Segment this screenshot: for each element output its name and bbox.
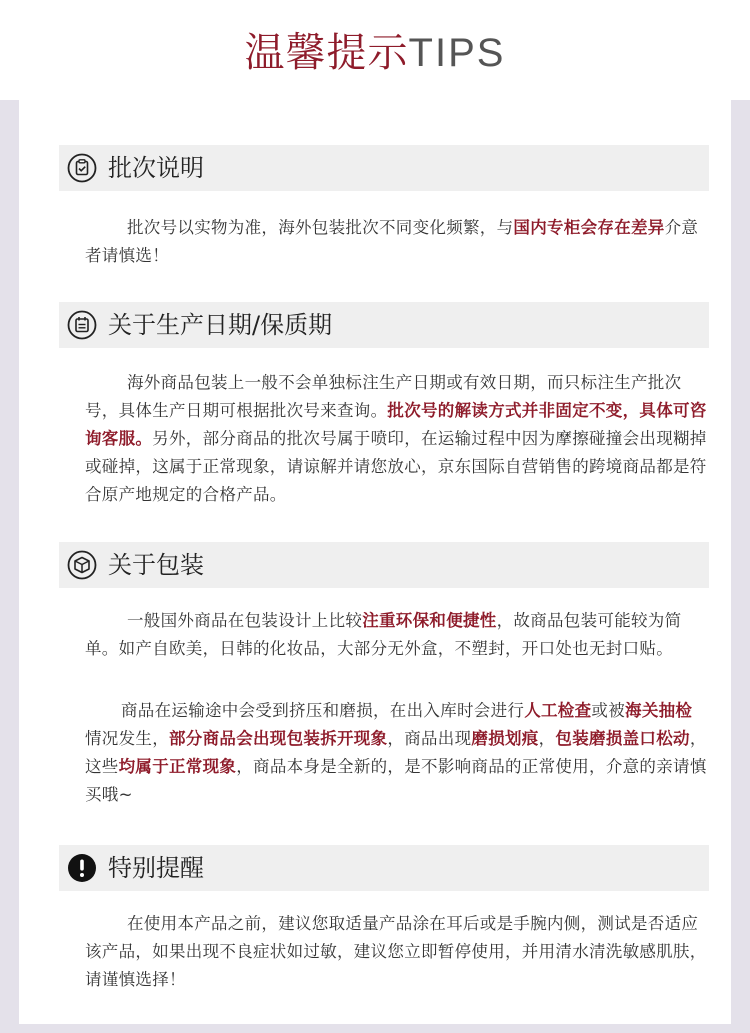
text-run: 另外，部分商品的批次号属于喷印，在运输过程中因为摩擦碰撞会出现糊掉或碰掉，这属于正常现象，请谅解并请您放心，京东国际自营销售的跨境商品都是符合原产地规定的合格产品。: [85, 429, 707, 504]
section-paragraph: [85, 369, 709, 509]
content-card: [19, 100, 731, 1024]
highlight-text: 国内专柜会存在差异: [513, 218, 665, 237]
text-run: 海外商品包装上一般不会单独标注生产日期或有效日期，而只标注生产批次号，具体生产日期可根据批次号来查询。: [85, 373, 682, 420]
section-paragraph: [85, 910, 709, 994]
content-frame: [0, 100, 750, 1033]
highlight-text: 批次号的解读方式并非固定不变，具体可咨询客服。: [85, 401, 707, 448]
text-run: 或被: [591, 701, 626, 720]
section-header-batch: [59, 145, 709, 191]
highlight-text: 海关抽检: [625, 701, 693, 720]
title-cn: 温馨提示: [244, 30, 409, 76]
text-run: 商品在运输途中会受到挤压和磨损，在出入库时会进行: [121, 701, 525, 720]
highlight-text: 人工检查: [524, 701, 592, 720]
highlight-text: 包装磨损盖口松动: [555, 729, 690, 748]
section-title: 批次说明: [108, 154, 204, 182]
text-run: 一般国外商品在包装设计上比较: [127, 611, 363, 630]
highlight-text: 注重环保和便捷性: [362, 611, 497, 630]
text-run: 情况发生，: [85, 729, 169, 748]
section-paragraph: [85, 697, 709, 809]
clipboard-check-icon: [67, 153, 97, 183]
text-run: ，商品出现: [387, 729, 472, 748]
text-run: ，: [538, 729, 556, 748]
page-title: [0, 28, 750, 78]
text-run: ，故商品包装可能较为简单。如产自欧美，日韩的化妆品，大部分无外盒，不塑封，开口处也无封口贴。: [85, 611, 682, 658]
section-header-reminder: [59, 845, 709, 891]
box-icon: [67, 550, 97, 580]
section-title: 特别提醒: [108, 854, 204, 882]
section-paragraph: [85, 214, 709, 270]
text-run: ，商品本身是全新的，是不影响商品的正常使用，介意的亲请慎买哦~: [85, 757, 707, 804]
section-paragraph: [85, 607, 709, 663]
text-run: 介意者请慎选！: [85, 218, 699, 265]
header: [0, 0, 750, 100]
highlight-text: 磨损划痕: [471, 729, 539, 748]
title-en: TIPS: [408, 31, 506, 75]
exclamation-icon: [67, 853, 97, 883]
text-run: 批次号以实物为准，海外包装批次不同变化频繁，与: [127, 218, 514, 237]
section-header-date: [59, 302, 709, 348]
section-header-packaging: [59, 542, 709, 588]
highlight-text: 均属于正常现象: [118, 757, 237, 776]
text-run: 在使用本产品之前，建议您取适量产品涂在耳后或是手腕内侧，测试是否适应该产品，如果出现不良症状如过敏，建议您立即暂停使用，并用清水清洗敏感肌肤，请谨慎选择！: [85, 914, 707, 989]
section-title: 关于包装: [108, 551, 204, 579]
text-run: ，这些: [85, 729, 707, 776]
calendar-icon: [67, 310, 97, 340]
section-title: 关于生产日期/保质期: [108, 311, 333, 339]
highlight-text: 部分商品会出现包装拆开现象: [169, 729, 388, 748]
